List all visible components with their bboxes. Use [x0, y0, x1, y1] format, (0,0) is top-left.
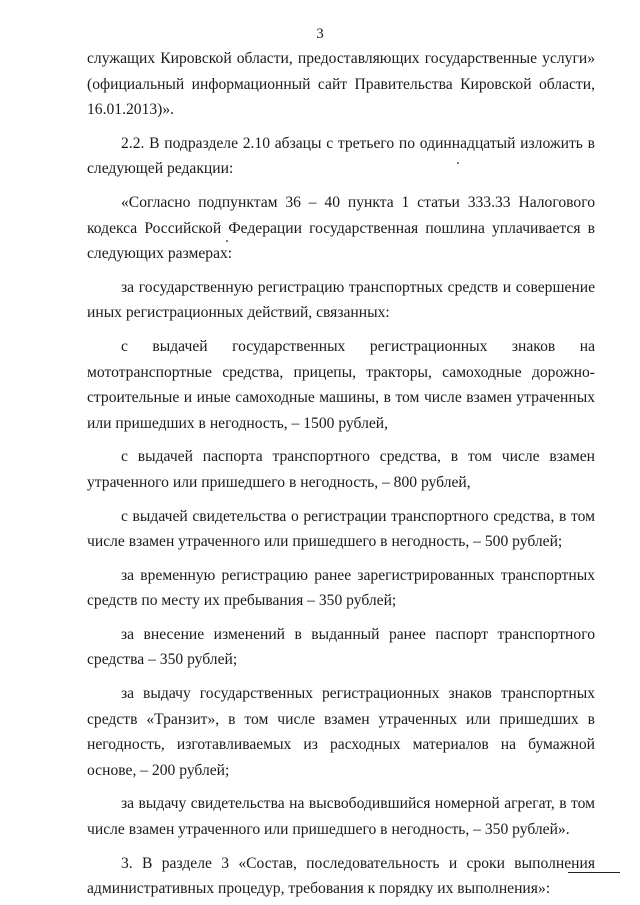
paragraph-certificate-fee: с выдачей свидетельства о регистрации транспортного средства, в том числе взамен утраченного или пришедшего в негодность, – 500 рублей; — [87, 507, 595, 551]
page-number: 3 — [316, 26, 324, 42]
paragraph-passport-changes-fee: за внесение изменений в выданный ранее паспорт транспортного средства – 350 рублей; — [87, 625, 595, 669]
paragraph-plates-fee: с выдачей государственных регистрационных знаков на мототранспортные средства, прицепы, тракторы, самоходные дорожно-строительные и иные самоходные машины, в том числе взамен утраченных или пришедших в негодность, – 1500 рублей, — [87, 337, 595, 432]
paragraph-transit-plates-fee: за выдачу государственных регистрационных знаков транспортных средств «Транзит», в том числе взамен утраченных или пришедших в негодность, изготавливаемых из расходных материалов на бумажной основе, – 200 рублей; — [87, 685, 595, 779]
paragraph-tax-code-quote: «Согласно подпунктам 36 – 40 пункта 1 статьи 333.33 Налогового кодекса Российской Федерации государственная пошлина уплачивается в следующих размерах: — [87, 193, 595, 263]
paragraph-registration-fees: за государственную регистрацию транспортных средств и совершение иных регистрационных действий, связанных: — [87, 278, 595, 322]
footer-rule — [568, 872, 620, 873]
document-body — [87, 46, 595, 902]
paragraph-temporary-registration-fee: за временную регистрацию ранее зарегистрированных транспортных средств по месту их пребывания – 350 рублей; — [87, 566, 595, 610]
paragraph-subsection-2-2: 2.2. В подразделе 2.10 абзацы с третьего по одиннадцатый изложить в следующей редакции: — [87, 134, 595, 178]
scan-speck — [457, 162, 459, 164]
scan-speck — [226, 240, 228, 242]
paragraph-continuation: служащих Кировской области, предоставляющих государственные услуги» (официальный информационный сайт Правительства Кировской области, 16.01.2013)». — [87, 50, 595, 119]
paragraph-section-3: 3. В разделе 3 «Состав, последовательность и сроки выполнения административных процедур, требования к порядку их выполнения»: — [87, 854, 595, 898]
paragraph-unit-certificate-fee: за выдачу свидетельства на высвободившийся номерной агрегат, в том числе взамен утраченного или пришедшего в негодность, – 350 рублей». — [87, 795, 595, 839]
paragraph-passport-fee: с выдачей паспорта транспортного средства, в том числе взамен утраченного или пришедшего в негодность, – 800 рублей, — [87, 448, 595, 491]
